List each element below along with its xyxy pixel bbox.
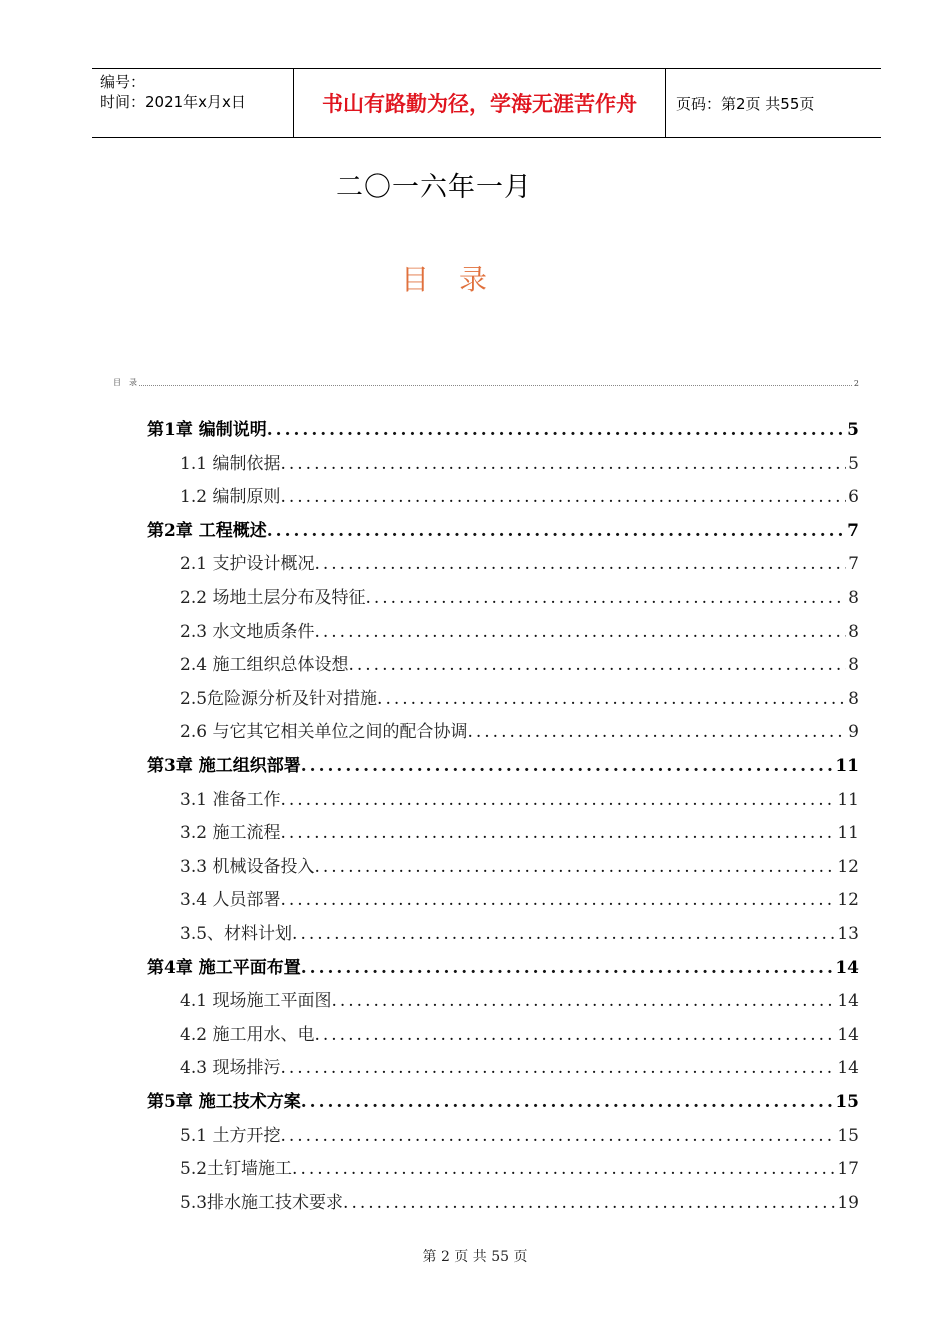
toc-dot-leader <box>301 1092 834 1112</box>
toc-entry-title: 4.3 现场排污 <box>180 1058 281 1079</box>
toc-entry-title: 1.1 编制依据 <box>180 453 281 474</box>
toc-entry-page: 13 <box>837 924 859 944</box>
toc-section-entry[interactable] <box>180 1118 859 1146</box>
toc-entry-title: 5.1 土方开挖 <box>180 1125 281 1146</box>
toc-entry-page: 6 <box>848 487 859 508</box>
date-title: 二〇一六年一月 <box>336 172 532 203</box>
toc-entry-page: 19 <box>837 1192 859 1213</box>
toc-entry-title: 第1章 编制说明 <box>147 420 267 440</box>
toc-entry-title: 2.2 场地土层分布及特征 <box>180 588 366 608</box>
toc-entry-title: 3.4 人员部署 <box>180 890 281 911</box>
toc-entry-page: 11 <box>837 823 859 844</box>
header-meta <box>92 69 293 137</box>
toc-entry-title: 3.5、材料计划 <box>180 924 293 944</box>
toc-entry-page: 8 <box>848 688 859 709</box>
time-label: 时间：2021年x月x日 <box>100 93 246 111</box>
toc-dot-leader <box>314 1025 835 1045</box>
toc-dot-leader <box>331 991 835 1011</box>
toc-section-entry[interactable] <box>180 479 859 507</box>
toc-dot-leader <box>280 487 846 507</box>
toc-section-entry[interactable] <box>180 815 859 843</box>
page-header <box>92 68 881 138</box>
toc-section-entry[interactable] <box>180 916 859 944</box>
toc-dot-leader <box>280 823 835 843</box>
toc-section-entry[interactable] <box>180 849 859 877</box>
serial-label: 编号： <box>100 73 146 91</box>
toc-entry-title: 3.1 准备工作 <box>180 789 281 810</box>
toc-entry-page: 14 <box>837 991 859 1012</box>
toc-dot-leader <box>280 1126 835 1146</box>
toc-self-entry[interactable] <box>113 377 859 388</box>
toc-entry-title: 5.2土钉墙施工 <box>180 1159 293 1180</box>
toc-dot-leader <box>292 924 835 944</box>
toc-entry-page: 8 <box>848 621 859 642</box>
toc-dot-leader <box>314 857 835 877</box>
toc-entry-page: 11 <box>837 789 859 810</box>
toc-dot-leader <box>301 958 834 978</box>
toc-entry-title: 2.6 与它其它相关单位之间的配合协调 <box>180 722 468 743</box>
toc-dot-leader <box>267 521 845 541</box>
toc-entry-page: 15 <box>837 1125 859 1146</box>
toc-section-entry[interactable] <box>180 681 859 709</box>
toc-section-entry[interactable] <box>180 882 859 910</box>
toc-chapter-entry[interactable] <box>147 412 859 440</box>
toc-section-entry[interactable] <box>180 782 859 810</box>
toc-entry-page: 5 <box>847 420 859 440</box>
toc-entry-title: 5.3排水施工技术要求 <box>180 1192 344 1213</box>
toc-entry-page: 5 <box>848 453 859 474</box>
toc-entry-title: 4.2 施工用水、电 <box>180 1024 315 1045</box>
toc-entry-title: 第2章 工程概述 <box>147 520 267 541</box>
toc-section-entry[interactable] <box>180 1185 859 1213</box>
toc-entry-page: 14 <box>837 1024 859 1045</box>
toc-dot-leader <box>348 655 846 675</box>
toc-title: 目录 <box>400 263 517 296</box>
toc-section-entry[interactable] <box>180 1017 859 1045</box>
toc-entry-page: 7 <box>847 520 859 541</box>
toc-dot-leader <box>280 1058 835 1078</box>
toc-entry-title: 4.1 现场施工平面图 <box>180 991 332 1012</box>
toc-dot-leader <box>343 1193 835 1213</box>
toc-entry-title: 2.4 施工组织总体设想 <box>180 655 349 676</box>
toc-entry-title: 2.3 水文地质条件 <box>180 621 315 642</box>
toc-section-entry[interactable] <box>180 446 859 474</box>
toc-dot-leader <box>301 756 834 776</box>
toc-self-label: 目 录 <box>113 378 137 387</box>
toc-entry-title: 第4章 施工平面布置 <box>147 957 301 978</box>
toc-chapter-entry[interactable] <box>147 1084 859 1112</box>
toc-entry-page: 9 <box>848 722 859 743</box>
toc-entry-title: 3.2 施工流程 <box>180 823 281 844</box>
toc-entry-title: 第3章 施工组织部署 <box>147 756 301 776</box>
toc-chapter-entry[interactable] <box>147 748 859 776</box>
toc-entry-page: 8 <box>848 655 859 676</box>
toc-entry-title: 1.2 编制原则 <box>180 487 281 508</box>
toc-dot-leader <box>314 554 846 574</box>
toc-entry-page: 15 <box>835 1092 859 1112</box>
toc-section-entry[interactable] <box>180 580 859 608</box>
toc-section-entry[interactable] <box>180 546 859 574</box>
page-footer: 第 2 页 共 55 页 <box>422 1249 528 1265</box>
toc-entry-title: 2.1 支护设计概况 <box>180 554 315 575</box>
toc-section-entry[interactable] <box>180 614 859 642</box>
toc-dot-leader <box>292 1159 835 1179</box>
toc-entry-page: 11 <box>835 756 859 776</box>
toc-entry-page: 14 <box>837 1058 859 1079</box>
toc-dot-leader <box>280 454 846 474</box>
toc-self-page: 2 <box>853 379 859 388</box>
header-motto: 书山有路勤为径，学海无涯苦作舟 <box>293 69 666 137</box>
toc-entry-page: 14 <box>835 957 859 978</box>
toc-section-entry[interactable] <box>180 1050 859 1078</box>
toc-dot-leader <box>267 420 845 440</box>
toc-dot-leader <box>280 890 835 910</box>
toc-chapter-entry[interactable] <box>147 513 859 541</box>
toc-dot-leader <box>280 790 835 810</box>
toc-entry-page: 17 <box>837 1159 859 1180</box>
toc-dot-leader <box>377 689 846 709</box>
toc-dot-leader <box>467 722 846 742</box>
toc-entry-title: 3.3 机械设备投入 <box>180 856 315 877</box>
toc-entry-title: 第5章 施工技术方案 <box>147 1092 301 1112</box>
toc-self-leader <box>139 384 852 386</box>
header-page-info: 页码：第2页 共55页 <box>676 94 815 113</box>
toc-dot-leader <box>314 622 846 642</box>
toc-entry-page: 12 <box>837 856 859 877</box>
toc-entry-page: 7 <box>848 554 859 575</box>
toc-dot-leader <box>365 588 846 608</box>
toc-section-entry[interactable] <box>180 647 859 675</box>
toc-entry-page: 12 <box>837 890 859 911</box>
toc-entry-title: 2.5危险源分析及针对措施 <box>180 688 378 709</box>
toc-section-entry[interactable] <box>180 983 859 1011</box>
toc-section-entry[interactable] <box>180 714 859 742</box>
toc-chapter-entry[interactable] <box>147 950 859 978</box>
toc-section-entry[interactable] <box>180 1151 859 1179</box>
toc-entry-page: 8 <box>848 588 859 608</box>
